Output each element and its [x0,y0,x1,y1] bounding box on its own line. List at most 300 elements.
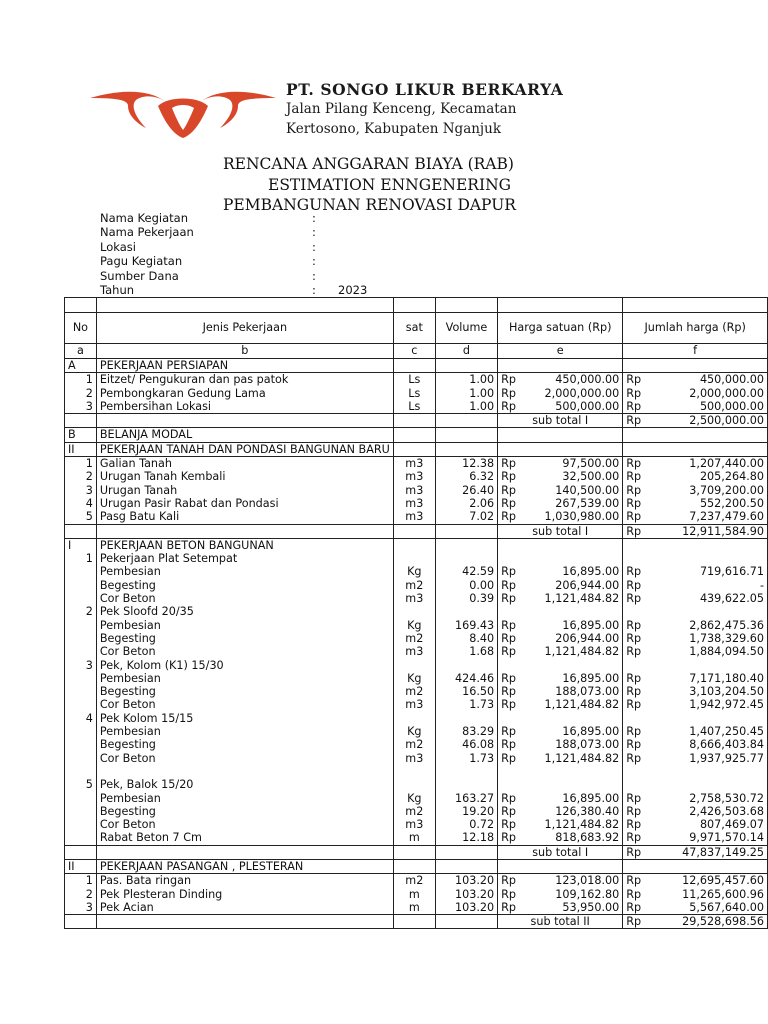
cell-volume: 16.50 [435,685,497,698]
cell-harga [498,387,623,400]
cell-jumlah [623,428,768,442]
rp-label: Rp [501,698,517,712]
info-label: Pagu Kegiatan [100,254,183,269]
cell-volume: 0.39 [435,592,497,605]
cell-volume: 169.43 [435,619,497,632]
cell-volume: 103.20 [435,888,497,901]
cell-harga [498,457,623,471]
cell-harga [498,805,623,818]
cell-desc: Pembongkaran Gedung Lama [96,387,393,400]
cell-jumlah-value: 2,000,000.00 [689,386,764,400]
cell-sat [393,915,435,929]
cell-desc: Urugan Tanah Kembali [96,470,393,483]
rp-label: Rp [626,510,642,524]
cell-no [65,752,97,765]
cell-jumlah-value: 12,695,457.60 [682,874,764,888]
table-row [65,645,768,658]
cell-sat: m [393,831,435,845]
table-row [65,818,768,831]
cell-desc: Eitzet/ Pengukuran dan pas patok [96,373,393,387]
rab-table [64,297,768,929]
rp-label: Rp [626,725,642,739]
cell-volume: 42.59 [435,565,497,578]
rp-label: Rp [626,791,642,805]
table-row [65,565,768,578]
info-label: Sumber Dana [100,268,179,283]
cell-desc: Pembesian [96,672,393,685]
cell-harga [498,645,623,658]
table-row [65,752,768,765]
cell-jumlah [623,387,768,400]
cell-desc: Begesting [96,738,393,751]
cell-sat: m3 [393,497,435,510]
info-colon: : [312,282,316,297]
cell-sat [393,552,435,565]
table-row [65,538,768,552]
rp-label: Rp [626,373,642,387]
cell-volume: 163.27 [435,792,497,805]
cell-harga-value: 1,121,484.82 [544,592,620,606]
info-row [100,211,520,225]
cell-desc: Urugan Pasir Rabat dan Pondasi [96,497,393,510]
company-header [286,80,563,139]
table-row [65,510,768,524]
table-row [65,387,768,400]
cell-volume: 103.20 [435,874,497,888]
cell-jumlah-value: 3,103,204.50 [689,685,764,699]
rp-label: Rp [501,386,517,400]
cell-jumlah-value: 205,264.80 [699,470,764,484]
letter-volume: d [435,344,497,359]
cell-subtotal-label: sub total I [498,845,623,859]
logo-center [158,99,208,139]
rp-label: Rp [501,645,517,659]
cell-harga-value: 2,000,000.00 [544,386,620,400]
cell-sat: m3 [393,645,435,658]
company-name: PT. SONGO LIKUR BERKARYA [286,80,564,99]
info-colon: : [312,254,316,269]
cell-harga-value: 16,895.00 [562,565,620,579]
cell-jumlah [623,818,768,831]
cell-volume [435,552,497,565]
cell-no [65,645,97,658]
cell-no: A [65,359,97,373]
cell-harga [498,792,623,805]
rp-label: Rp [626,698,642,712]
table-row [65,484,768,497]
cell-no: 5 [65,510,97,524]
rp-label: Rp [626,671,642,685]
cell-sat: m2 [393,805,435,818]
cell-jumlah-value: 439,622.05 [699,592,764,606]
project-info [100,211,520,297]
letter-jenis: b [96,344,393,359]
cell-harga-value: 53,950.00 [562,900,620,914]
cell-sat [393,659,435,672]
cell-jumlah [623,373,768,387]
cell-jumlah [623,685,768,698]
info-row [100,254,520,268]
cell-no: 3 [65,659,97,672]
cell-desc: Cor Beton [96,818,393,831]
cell-jumlah [623,712,768,725]
cell-jumlah-value: 1,937,925.77 [689,751,764,765]
cell-jumlah [623,752,768,765]
table-row [65,457,768,471]
cell-no [65,672,97,685]
cell-jumlah-value: 1,884,094.50 [689,645,764,659]
cell-harga [498,672,623,685]
cell-jumlah [623,497,768,510]
cell-sat [393,845,435,859]
cell-jumlah-value: 7,237,479.60 [689,510,764,524]
cell-sat: m3 [393,457,435,471]
cell-jumlah-value: 450,000.00 [699,373,764,387]
cell-volume: 8.40 [435,632,497,645]
cell-volume: 83.29 [435,725,497,738]
cell-sat: m [393,901,435,915]
cell-desc: Pek Sloofd 20/35 [96,605,393,618]
cell-desc: PEKERJAAN PASANGAN , PLESTERAN [96,859,393,873]
cell-jumlah-value: 5,567,640.00 [689,900,764,914]
rp-label: Rp [626,386,642,400]
table-row [65,497,768,510]
table-row [65,874,768,888]
company-address-line2: Kertosono, Kabupaten Nganjuk [286,121,501,137]
cell-no: 1 [65,874,97,888]
cell-no [65,725,97,738]
cell-jumlah [623,792,768,805]
cell-jumlah [623,414,768,428]
cell-harga-value: 109,162.80 [555,887,620,901]
cell-jumlah [623,698,768,711]
rp-label: Rp [501,510,517,524]
cell-no [65,915,97,929]
cell-harga [498,605,623,618]
cell-no: II [65,859,97,873]
rp-label: Rp [626,483,642,497]
cell-no [65,565,97,578]
table-row [65,888,768,901]
info-row [100,225,520,239]
cell-no: 3 [65,901,97,915]
table-row [65,672,768,685]
rp-label: Rp [501,725,517,739]
rp-label: Rp [626,414,642,428]
cell-harga [498,484,623,497]
rp-label: Rp [501,751,517,765]
cell-jumlah [623,592,768,605]
cell-jumlah-value: 719,616.71 [699,565,764,579]
cell-harga-value: 1,121,484.82 [544,818,620,832]
cell-jumlah [623,859,768,873]
title-line-3: PEMBANGUNAN RENOVASI DAPUR [223,196,516,214]
table-row [65,831,768,845]
cell-desc [96,915,393,929]
cell-sat: Ls [393,387,435,400]
cell-sat: Kg [393,565,435,578]
title-line-2: ESTIMATION ENNGENERING [268,176,512,194]
cell-no [65,765,97,778]
cell-jumlah-value: 12,911,584.90 [682,524,764,538]
cell-volume [435,845,497,859]
cell-harga [498,373,623,387]
cell-harga [498,632,623,645]
company-logo [88,76,278,142]
rp-label: Rp [626,804,642,818]
cell-no: II [65,442,97,456]
cell-desc: Pekerjaan Plat Setempat [96,552,393,565]
rp-label: Rp [626,631,642,645]
table-row [65,698,768,711]
cell-jumlah-value: 500,000.00 [699,399,764,413]
table-row [65,373,768,387]
cell-harga-value: 1,121,484.82 [544,645,620,659]
cell-harga-value: 818,683.92 [555,831,620,845]
info-label: Nama Pekerjaan [100,225,194,240]
table-row [65,738,768,751]
table-row [65,712,768,725]
cell-sat: m2 [393,579,435,592]
cell-jumlah-value: 1,942,972.45 [689,698,764,712]
table-row [65,765,768,778]
cell-volume: 7.02 [435,510,497,524]
cell-no [65,818,97,831]
cell-jumlah [623,738,768,751]
cell-jumlah [623,659,768,672]
cell-jumlah [623,510,768,524]
cell-subtotal-label: sub total I [498,414,623,428]
table-top-blank-row [65,298,768,313]
table-row [65,659,768,672]
cell-volume: 0.72 [435,818,497,831]
cell-jumlah [623,725,768,738]
info-colon: : [312,225,316,240]
cell-harga [498,712,623,725]
cell-harga [498,510,623,524]
cell-volume: 424.46 [435,672,497,685]
rp-label: Rp [626,565,642,579]
cell-harga [498,901,623,915]
logo-right-horn [200,92,276,128]
cell-volume: 19.20 [435,805,497,818]
rp-label: Rp [501,831,517,845]
cell-sat: m3 [393,484,435,497]
cell-sat [393,414,435,428]
cell-no: 3 [65,484,97,497]
cell-no [65,592,97,605]
cell-harga [498,818,623,831]
logo-left-horn [90,92,166,128]
cell-no: 1 [65,457,97,471]
cell-desc: Cor Beton [96,752,393,765]
cell-harga [498,428,623,442]
cell-volume [435,859,497,873]
cell-harga [498,778,623,791]
cell-volume: 1.73 [435,752,497,765]
info-colon: : [312,268,316,283]
cell-desc: Begesting [96,632,393,645]
cell-harga-value: 126,380.40 [555,804,620,818]
cell-sat: Kg [393,672,435,685]
cell-sat: m [393,888,435,901]
cell-volume: 12.38 [435,457,497,471]
cell-sat: m2 [393,632,435,645]
cell-no: 1 [65,373,97,387]
cell-jumlah [623,805,768,818]
cell-jumlah-value: 7,171,180.40 [689,671,764,685]
cell-jumlah [623,619,768,632]
cell-sat [393,712,435,725]
cell-jumlah [623,672,768,685]
cell-desc: Pek Plesteran Dinding [96,888,393,901]
cell-harga [498,831,623,845]
cell-desc [96,765,393,778]
cell-jumlah-value: 29,528,698.56 [682,915,764,929]
cell-jumlah-value: 2,758,530.72 [689,791,764,805]
cell-harga-value: 16,895.00 [562,618,620,632]
cell-no [65,414,97,428]
info-label: Tahun [100,282,135,297]
cell-jumlah [623,645,768,658]
cell-jumlah-value: 807,469.07 [699,818,764,832]
info-row [100,269,520,283]
table-row [65,470,768,483]
cell-harga-value: 16,895.00 [562,791,620,805]
cell-desc: Cor Beton [96,645,393,658]
cell-harga [498,359,623,373]
cell-harga [498,592,623,605]
cell-sat [393,605,435,618]
rp-label: Rp [501,483,517,497]
rp-label: Rp [626,457,642,471]
cell-jumlah [623,359,768,373]
info-colon: : [312,239,316,254]
info-label: Lokasi [100,239,136,254]
rp-label: Rp [501,887,517,901]
cell-volume: 26.40 [435,484,497,497]
rp-label: Rp [626,887,642,901]
cell-volume: 12.18 [435,831,497,845]
cell-harga-value: 188,073.00 [555,685,620,699]
cell-desc: Pek, Kolom (K1) 15/30 [96,659,393,672]
table-row [65,579,768,592]
cell-harga [498,400,623,414]
rp-label: Rp [626,524,642,538]
cell-sat [393,359,435,373]
cell-no: I [65,538,97,552]
header-sat: sat [393,313,435,344]
cell-subtotal-label: sub total II [498,915,623,929]
cell-no: B [65,428,97,442]
cell-harga [498,685,623,698]
cell-sat [393,538,435,552]
cell-sat: Kg [393,725,435,738]
cell-harga [498,659,623,672]
subtotal-row [65,915,768,929]
rp-label: Rp [501,578,517,592]
company-address-line1: Jalan Pilang Kenceng, Kecamatan [286,101,517,117]
subtotal-row [65,414,768,428]
table-row [65,359,768,373]
cell-desc [96,524,393,538]
header-no: No [65,313,97,344]
cell-no [65,619,97,632]
cell-harga-value: 32,500.00 [562,470,620,484]
cell-jumlah-value: 552,200.50 [699,496,764,510]
rp-label: Rp [626,900,642,914]
cell-harga-value: 450,000.00 [555,373,620,387]
cell-jumlah-value: 8,666,403.84 [689,738,764,752]
rp-label: Rp [501,496,517,510]
cell-jumlah [623,538,768,552]
cell-desc: Pek Kolom 15/15 [96,712,393,725]
cell-jumlah [623,484,768,497]
cell-harga [498,442,623,456]
table-row [65,778,768,791]
letter-sat: c [393,344,435,359]
cell-no: 2 [65,888,97,901]
rp-label: Rp [626,399,642,413]
cell-volume [435,359,497,373]
cell-sat: m3 [393,752,435,765]
cell-desc: PEKERJAAN TANAH DAN PONDASI BANGUNAN BARU [96,442,393,456]
cell-jumlah [623,831,768,845]
info-colon: : [312,211,316,225]
cell-volume [435,605,497,618]
table-row [65,428,768,442]
cell-jumlah [623,552,768,565]
cell-sat: m2 [393,685,435,698]
cell-volume [435,915,497,929]
header-volume: Volume [435,313,497,344]
cell-desc: Pasg Batu Kali [96,510,393,524]
cell-harga [498,579,623,592]
cell-harga [498,725,623,738]
cell-jumlah [623,888,768,901]
cell-no [65,524,97,538]
rp-label: Rp [501,373,517,387]
cell-sat [393,765,435,778]
cell-no [65,831,97,845]
cell-volume: 1.68 [435,645,497,658]
cell-no: 2 [65,470,97,483]
rp-label: Rp [501,618,517,632]
rp-label: Rp [626,470,642,484]
cell-no [65,792,97,805]
cell-harga [498,470,623,483]
cell-sat: m2 [393,874,435,888]
rp-label: Rp [626,751,642,765]
cell-desc: Begesting [96,579,393,592]
cell-jumlah-value: 11,265,600.96 [682,887,764,901]
rp-label: Rp [501,457,517,471]
cell-no: 1 [65,552,97,565]
cell-volume [435,442,497,456]
cell-harga-value: 16,895.00 [562,725,620,739]
table-row [65,859,768,873]
cell-harga [498,698,623,711]
cell-harga [498,497,623,510]
cell-sat: m3 [393,818,435,831]
cell-subtotal-label: sub total I [498,524,623,538]
cell-sat: Kg [393,619,435,632]
cell-harga [498,738,623,751]
cell-volume [435,712,497,725]
cell-desc: Pembersihan Lokasi [96,400,393,414]
cell-desc: Cor Beton [96,592,393,605]
cell-volume: 103.20 [435,901,497,915]
